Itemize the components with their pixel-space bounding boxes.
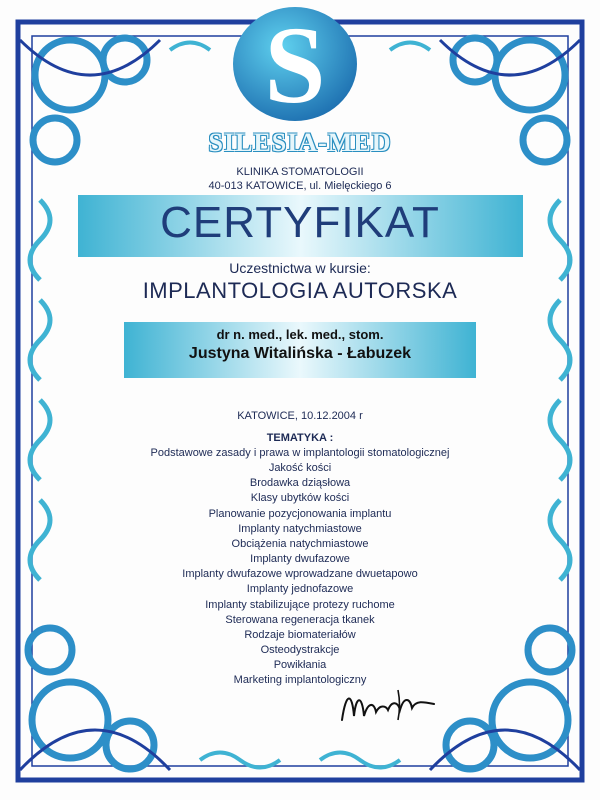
logo-letter: S [264,4,326,126]
list-item: Implanty dwufazowe wprowadzane dwuetapowo [182,568,418,581]
list-item: Planowanie pozycjonowania implantu [208,507,392,520]
list-item: Brodawka dziąsłowa [249,477,351,490]
brand-name: SILESIA-MED [208,128,392,157]
place-date: KATOWICE, 10.12.2004 r [237,410,363,422]
clinic-address: 40-013 KATOWICE, ul. Mielęckiego 6 [208,180,392,192]
recipient-degree: dr n. med., lek. med., stom. [216,327,384,342]
list-item: Implanty natychmiastowe [238,522,362,535]
list-item: Implanty dwufazowe [250,553,350,566]
topics-list [0,446,600,689]
list-item: Marketing implantologiczny [233,674,367,687]
list-item: Obciążenia natychmiastowe [231,537,369,550]
silesia-med-logo [230,4,360,129]
list-item: Rodzaje biomateriałów [244,628,356,641]
list-item: Jakość kości [268,462,332,475]
list-item: Sterowana regeneracja tkanek [225,613,375,626]
certificate-title: CERTYFIKAT [160,198,440,247]
course-name: IMPLANTOLOGIA AUTORSKA [142,278,458,303]
clinic-name: KLINIKA STOMATOLOGII [236,166,364,178]
course-label: Uczestnictwa w kursie: [229,260,371,276]
list-item: Implanty jednofazowe [246,583,354,596]
topics-heading: TEMATYKA : [266,432,334,444]
list-item: Podstawowe zasady i prawa w implantologii stomatologicznej [150,447,450,459]
list-item: Klasy ubytków kości [250,492,350,505]
recipient-name: Justyna Witalińska - Łabuzek [188,345,412,362]
list-item: Powikłania [273,659,327,672]
list-item: Osteodystrakcje [260,644,340,657]
list-item: Implanty stabilizujące protezy ruchome [205,598,395,611]
signature [338,682,438,727]
